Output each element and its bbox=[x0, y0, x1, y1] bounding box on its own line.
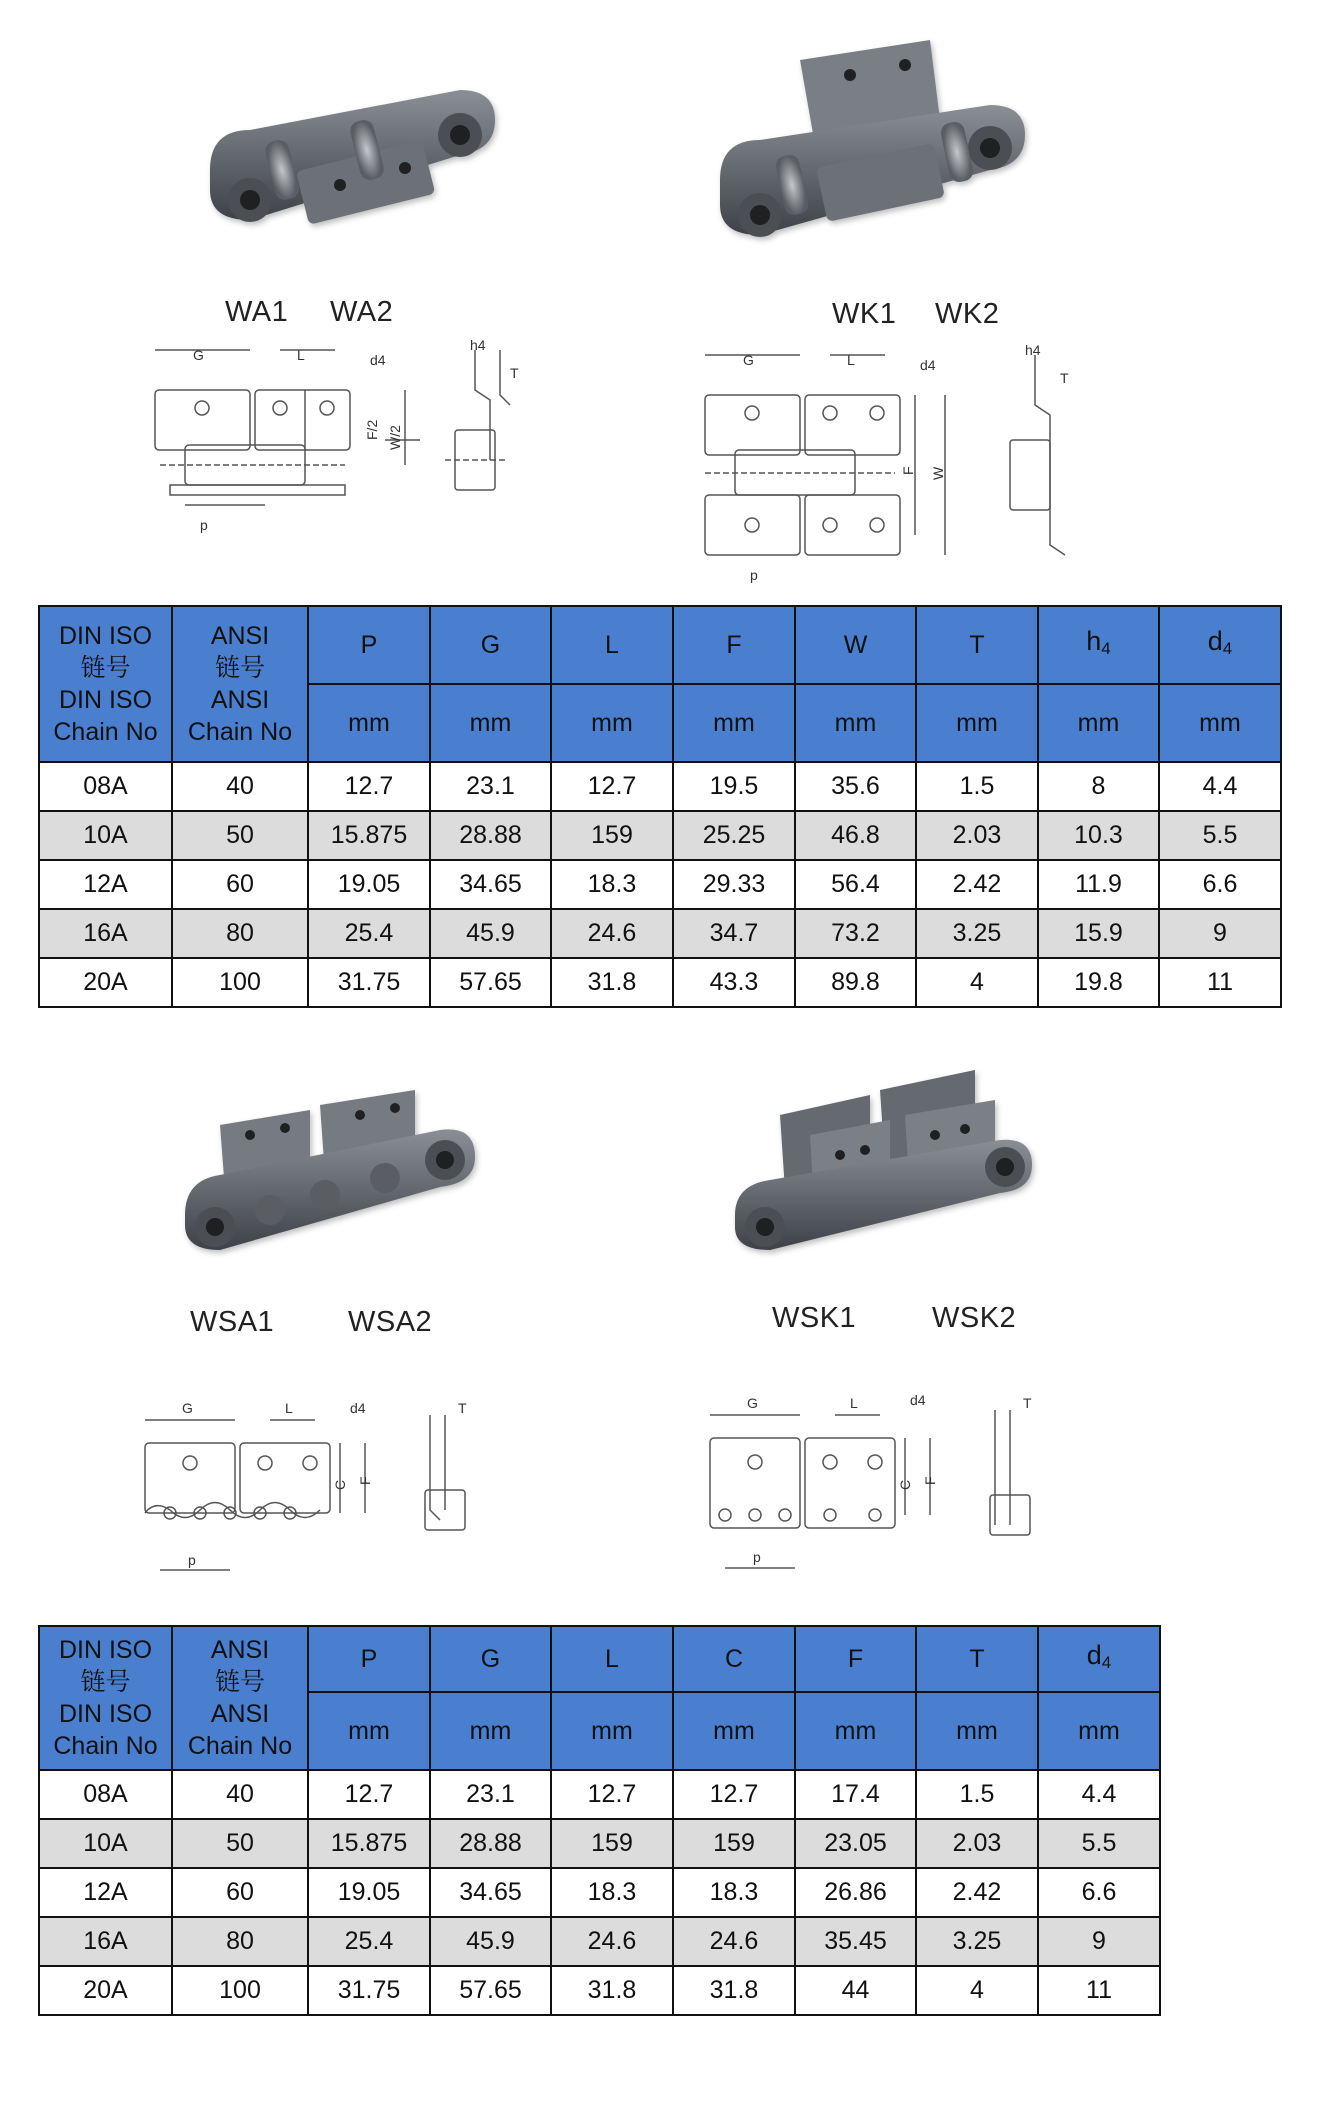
table-row bbox=[39, 860, 1281, 909]
svg-text:G: G bbox=[743, 352, 754, 368]
table-row bbox=[39, 1966, 1160, 2015]
cell: 19.8 bbox=[1038, 958, 1159, 1007]
header-ansi: ANSI 链号 ANSI Chain No bbox=[172, 606, 308, 762]
cell: 12A bbox=[39, 860, 172, 909]
cell: 12.7 bbox=[308, 762, 430, 811]
table-row bbox=[39, 1917, 1160, 1966]
label-wsk1: WSK1 bbox=[772, 1302, 857, 1334]
unit-cell: mm bbox=[1038, 1692, 1160, 1770]
svg-text:T: T bbox=[1060, 370, 1069, 386]
cell: 25.4 bbox=[308, 1917, 430, 1966]
cell: 15.875 bbox=[308, 1819, 430, 1868]
cell: 24.6 bbox=[551, 1917, 673, 1966]
header-p: P bbox=[308, 606, 430, 684]
svg-text:L: L bbox=[285, 1400, 293, 1416]
cell: 23.05 bbox=[795, 1819, 916, 1868]
cell: 23.1 bbox=[430, 762, 551, 811]
unit-cell: mm bbox=[430, 1692, 551, 1770]
cell: 18.3 bbox=[673, 1868, 795, 1917]
cell: 12.7 bbox=[551, 762, 673, 811]
cell: 43.3 bbox=[673, 958, 795, 1007]
unit-cell: mm bbox=[916, 1692, 1038, 1770]
cell: 12.7 bbox=[673, 1770, 795, 1819]
svg-text:h4: h4 bbox=[470, 337, 486, 353]
svg-text:d4: d4 bbox=[370, 352, 386, 368]
unit-cell: mm bbox=[673, 1692, 795, 1770]
cell: 9 bbox=[1159, 909, 1281, 958]
cell: 45.9 bbox=[430, 909, 551, 958]
cell: 2.42 bbox=[916, 860, 1038, 909]
cell: 18.3 bbox=[551, 860, 673, 909]
svg-text:p: p bbox=[188, 1552, 196, 1568]
table-row bbox=[39, 958, 1281, 1007]
cell: 19.05 bbox=[308, 860, 430, 909]
cell: 60 bbox=[172, 860, 308, 909]
cell: 44 bbox=[795, 1966, 916, 2015]
unit-cell: mm bbox=[1038, 684, 1159, 762]
cell: 15.9 bbox=[1038, 909, 1159, 958]
cell: 4.4 bbox=[1038, 1770, 1160, 1819]
cell: 25.25 bbox=[673, 811, 795, 860]
cell: 100 bbox=[172, 1966, 308, 2015]
svg-text:T: T bbox=[510, 365, 519, 381]
header-ansi: ANSI 链号 ANSI Chain No bbox=[172, 1626, 308, 1770]
cell: 19.5 bbox=[673, 762, 795, 811]
cell: 80 bbox=[172, 1917, 308, 1966]
cell: 11 bbox=[1038, 1966, 1160, 2015]
unit-cell: mm bbox=[916, 684, 1038, 762]
cell: 89.8 bbox=[795, 958, 916, 1007]
unit-cell: mm bbox=[795, 1692, 916, 1770]
svg-text:d4: d4 bbox=[920, 357, 936, 373]
svg-text:p: p bbox=[753, 1549, 761, 1565]
cell: 12.7 bbox=[551, 1770, 673, 1819]
svg-text:d4: d4 bbox=[350, 1400, 366, 1416]
svg-text:F: F bbox=[357, 1476, 373, 1485]
header-f: F bbox=[795, 1626, 916, 1692]
svg-text:p: p bbox=[750, 567, 758, 583]
header-d4: $d_4$ bbox=[1159, 606, 1281, 684]
cell: 5.5 bbox=[1159, 811, 1281, 860]
unit-cell: mm bbox=[308, 1692, 430, 1770]
wk-technical-drawing bbox=[695, 342, 1085, 590]
label-wk2: WK2 bbox=[935, 298, 1000, 330]
svg-text:C: C bbox=[332, 1479, 348, 1490]
cell: 34.65 bbox=[430, 860, 551, 909]
cell: 100 bbox=[172, 958, 308, 1007]
cell: 159 bbox=[551, 1819, 673, 1868]
header-l: L bbox=[551, 1626, 673, 1692]
header-d4: $d_4$ bbox=[1038, 1626, 1160, 1692]
cell: 10A bbox=[39, 1819, 172, 1868]
cell: 23.1 bbox=[430, 1770, 551, 1819]
svg-text:F: F bbox=[900, 466, 916, 475]
table-row bbox=[39, 1819, 1160, 1868]
cell: 6.6 bbox=[1038, 1868, 1160, 1917]
cell: 80 bbox=[172, 909, 308, 958]
label-wsa1: WSA1 bbox=[190, 1306, 275, 1338]
cell: 50 bbox=[172, 1819, 308, 1868]
wsa-technical-drawing bbox=[140, 1395, 520, 1595]
cell: 57.65 bbox=[430, 958, 551, 1007]
header-din-iso: DIN ISO 链号 DIN ISO Chain No bbox=[39, 1626, 172, 1770]
wk-chain-image bbox=[700, 30, 1040, 260]
wa-chain-image bbox=[190, 60, 510, 260]
cell: 18.3 bbox=[551, 1868, 673, 1917]
svg-text:W/2: W/2 bbox=[387, 425, 403, 450]
cell: 28.88 bbox=[430, 811, 551, 860]
cell: 9 bbox=[1038, 1917, 1160, 1966]
unit-cell: mm bbox=[308, 684, 430, 762]
cell: 12.7 bbox=[308, 1770, 430, 1819]
cell: 35.45 bbox=[795, 1917, 916, 1966]
cell: 8 bbox=[1038, 762, 1159, 811]
cell: 10A bbox=[39, 811, 172, 860]
svg-text:W: W bbox=[930, 466, 946, 480]
cell: 11 bbox=[1159, 958, 1281, 1007]
wsk-technical-drawing bbox=[705, 1390, 1085, 1590]
cell: 2.03 bbox=[916, 1819, 1038, 1868]
label-wk1: WK1 bbox=[832, 298, 897, 330]
header-t: T bbox=[916, 606, 1038, 684]
cell: 45.9 bbox=[430, 1917, 551, 1966]
wa-technical-drawing bbox=[145, 337, 525, 550]
svg-text:F/2: F/2 bbox=[364, 419, 380, 440]
table-row bbox=[39, 1770, 1160, 1819]
svg-text:C: C bbox=[897, 1479, 913, 1490]
cell: 3.25 bbox=[916, 1917, 1038, 1966]
header-l: L bbox=[551, 606, 673, 684]
cell: 46.8 bbox=[795, 811, 916, 860]
cell: 31.75 bbox=[308, 958, 430, 1007]
cell: 08A bbox=[39, 762, 172, 811]
cell: 16A bbox=[39, 909, 172, 958]
svg-text:G: G bbox=[193, 347, 204, 363]
cell: 60 bbox=[172, 1868, 308, 1917]
svg-text:L: L bbox=[850, 1395, 858, 1411]
unit-cell: mm bbox=[430, 684, 551, 762]
cell: 20A bbox=[39, 1966, 172, 2015]
unit-cell: mm bbox=[551, 684, 673, 762]
unit-cell: mm bbox=[1159, 684, 1281, 762]
header-t: T bbox=[916, 1626, 1038, 1692]
cell: 5.5 bbox=[1038, 1819, 1160, 1868]
cell: 12A bbox=[39, 1868, 172, 1917]
cell: 57.65 bbox=[430, 1966, 551, 2015]
wsa-chain-image bbox=[170, 1065, 490, 1265]
cell: 6.6 bbox=[1159, 860, 1281, 909]
cell: 40 bbox=[172, 1770, 308, 1819]
header-c: C bbox=[673, 1626, 795, 1692]
header-din-iso: DIN ISO 链号 DIN ISO Chain No bbox=[39, 606, 172, 762]
cell: 31.75 bbox=[308, 1966, 430, 2015]
cell: 25.4 bbox=[308, 909, 430, 958]
cell: 4.4 bbox=[1159, 762, 1281, 811]
svg-text:T: T bbox=[458, 1400, 467, 1416]
cell: 4 bbox=[916, 958, 1038, 1007]
cell: 19.05 bbox=[308, 1868, 430, 1917]
cell: 4 bbox=[916, 1966, 1038, 2015]
table-row bbox=[39, 811, 1281, 860]
cell: 40 bbox=[172, 762, 308, 811]
table-row bbox=[39, 909, 1281, 958]
spec-table-wa-wk bbox=[38, 605, 1282, 1008]
unit-cell: mm bbox=[551, 1692, 673, 1770]
label-wa1: WA1 bbox=[225, 296, 289, 328]
cell: 31.8 bbox=[551, 958, 673, 1007]
cell: 24.6 bbox=[673, 1917, 795, 1966]
svg-text:L: L bbox=[847, 352, 855, 368]
header-h4: $h_4$ bbox=[1038, 606, 1159, 684]
wsk-chain-image bbox=[720, 1055, 1050, 1265]
svg-text:d4: d4 bbox=[910, 1392, 926, 1408]
cell: 26.86 bbox=[795, 1868, 916, 1917]
cell: 10.3 bbox=[1038, 811, 1159, 860]
label-wa2: WA2 bbox=[330, 296, 394, 328]
cell: 50 bbox=[172, 811, 308, 860]
label-wsa2: WSA2 bbox=[348, 1306, 433, 1338]
svg-text:L: L bbox=[297, 347, 305, 363]
unit-cell: mm bbox=[795, 684, 916, 762]
svg-text:G: G bbox=[182, 1400, 193, 1416]
cell: 17.4 bbox=[795, 1770, 916, 1819]
table-row bbox=[39, 1868, 1160, 1917]
cell: 31.8 bbox=[673, 1966, 795, 2015]
cell: 159 bbox=[673, 1819, 795, 1868]
unit-cell: mm bbox=[673, 684, 795, 762]
svg-text:G: G bbox=[747, 1395, 758, 1411]
header-g: G bbox=[430, 606, 551, 684]
spec-table-wsa-wsk bbox=[38, 1625, 1161, 2016]
cell: 1.5 bbox=[916, 1770, 1038, 1819]
cell: 11.9 bbox=[1038, 860, 1159, 909]
cell: 34.7 bbox=[673, 909, 795, 958]
svg-text:h4: h4 bbox=[1025, 342, 1041, 358]
header-w: W bbox=[795, 606, 916, 684]
header-g: G bbox=[430, 1626, 551, 1692]
cell: 34.65 bbox=[430, 1868, 551, 1917]
cell: 1.5 bbox=[916, 762, 1038, 811]
cell: 2.42 bbox=[916, 1868, 1038, 1917]
svg-text:F: F bbox=[922, 1476, 938, 1485]
svg-text:T: T bbox=[1023, 1395, 1032, 1411]
cell: 35.6 bbox=[795, 762, 916, 811]
cell: 20A bbox=[39, 958, 172, 1007]
label-wsk2: WSK2 bbox=[932, 1302, 1017, 1334]
table-row bbox=[39, 762, 1281, 811]
cell: 2.03 bbox=[916, 811, 1038, 860]
cell: 16A bbox=[39, 1917, 172, 1966]
cell: 29.33 bbox=[673, 860, 795, 909]
cell: 3.25 bbox=[916, 909, 1038, 958]
cell: 08A bbox=[39, 1770, 172, 1819]
cell: 159 bbox=[551, 811, 673, 860]
header-p: P bbox=[308, 1626, 430, 1692]
cell: 28.88 bbox=[430, 1819, 551, 1868]
cell: 15.875 bbox=[308, 811, 430, 860]
svg-text:p: p bbox=[200, 517, 208, 533]
cell: 31.8 bbox=[551, 1966, 673, 2015]
cell: 73.2 bbox=[795, 909, 916, 958]
cell: 24.6 bbox=[551, 909, 673, 958]
cell: 56.4 bbox=[795, 860, 916, 909]
header-f: F bbox=[673, 606, 795, 684]
